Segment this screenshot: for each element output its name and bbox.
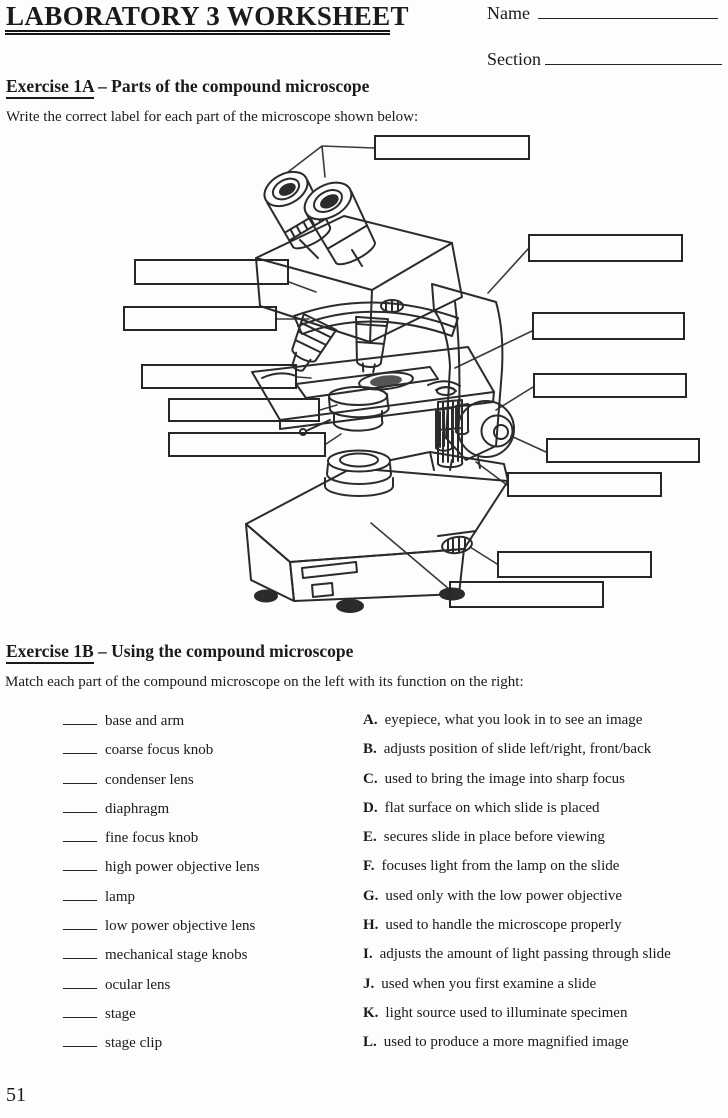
function-letter: D. — [363, 799, 378, 816]
part-label-box[interactable] — [532, 312, 685, 340]
part-label-box[interactable] — [141, 364, 297, 389]
function-text: used when you first examine a slide — [381, 975, 597, 992]
high-power-objective — [352, 317, 388, 373]
match-row — [63, 916, 725, 945]
match-row — [63, 975, 725, 1004]
part-label-box[interactable] — [168, 398, 320, 422]
answer-blank[interactable] — [63, 916, 97, 930]
part-label-box[interactable] — [528, 234, 683, 262]
match-row — [63, 945, 725, 974]
name-field-row — [487, 3, 718, 24]
function-text: eyepiece, what you look in to see an image — [384, 712, 643, 728]
function-letter: A. — [363, 712, 378, 728]
answer-blank[interactable] — [63, 1033, 97, 1047]
function-letter: L. — [363, 1034, 377, 1051]
exercise-1a-instructions: Write the correct label for each part of the microscope shown below: — [6, 109, 419, 125]
name-label: Name — [487, 3, 530, 23]
focus-knobs — [438, 400, 514, 467]
function-text: used to handle the microscope properly — [385, 917, 622, 934]
answer-blank[interactable] — [63, 887, 97, 901]
function-text: adjusts position of slide left/right, front/back — [383, 741, 652, 758]
section-label: Section — [487, 49, 541, 69]
part-label: lamp — [105, 888, 135, 905]
part-label-box[interactable] — [546, 438, 700, 463]
lamp — [325, 451, 393, 497]
part-label: condenser lens — [105, 771, 194, 788]
match-row — [63, 799, 725, 828]
function-letter: F. — [363, 858, 375, 875]
part-label-box[interactable] — [168, 432, 326, 457]
function-letter: K. — [363, 1004, 379, 1021]
part-label: high power objective lens — [105, 859, 260, 876]
matching-exercise — [63, 711, 725, 1063]
function-letter: G. — [363, 887, 379, 904]
match-row — [63, 857, 725, 886]
part-label: mechanical stage knobs — [105, 947, 248, 964]
exercise-1b-heading-underlined: Exercise 1B — [6, 641, 94, 664]
exercise-1a-heading-underlined: Exercise 1A — [6, 76, 94, 99]
function-text: light source used to illuminate specimen — [385, 1004, 628, 1021]
match-row — [63, 828, 725, 857]
function-letter: J. — [363, 975, 375, 992]
part-label: base and arm — [105, 713, 185, 729]
function-text: adjusts the amount of light passing through slide — [379, 946, 671, 963]
match-row — [63, 711, 725, 740]
part-label: low power objective lens — [105, 918, 256, 935]
exercise-1a-heading — [6, 76, 369, 97]
page-title: LABORATORY 3 WORKSHEET — [6, 1, 409, 31]
part-label-box[interactable] — [449, 581, 604, 608]
part-label-box[interactable] — [374, 135, 530, 160]
function-text: used to bring the image into sharp focus — [384, 770, 625, 787]
match-row — [63, 1004, 725, 1033]
name-blank-line[interactable] — [538, 3, 718, 19]
function-text: secures slide in place before viewing — [383, 829, 605, 846]
part-label: stage — [105, 1005, 136, 1022]
part-label: stage clip — [105, 1035, 163, 1052]
title-underline — [5, 30, 390, 35]
function-text: flat surface on which slide is placed — [384, 799, 600, 816]
section-blank-line[interactable] — [545, 49, 722, 65]
match-row — [63, 740, 725, 769]
function-text: used to produce a more magnified image — [383, 1034, 629, 1051]
exercise-1b-heading-rest: – Using the compound microscope — [93, 641, 354, 661]
exercise-1a-heading-rest: – Parts of the compound microscope — [93, 76, 370, 96]
section-field-row — [487, 49, 722, 70]
function-letter: B. — [363, 741, 377, 758]
function-letter: I. — [363, 946, 373, 963]
part-label-box[interactable] — [123, 306, 277, 331]
match-row — [63, 770, 725, 799]
part-label: diaphragm — [105, 800, 170, 817]
function-letter: H. — [363, 917, 379, 934]
function-letter: C. — [363, 770, 378, 787]
answer-blank[interactable] — [63, 857, 97, 871]
part-label-box[interactable] — [134, 259, 289, 285]
exercise-1b-heading — [6, 641, 353, 662]
match-row — [63, 1033, 725, 1062]
part-label: coarse focus knob — [105, 742, 214, 759]
part-label-box[interactable] — [533, 373, 687, 398]
answer-blank[interactable] — [63, 770, 97, 784]
answer-blank[interactable] — [63, 975, 97, 989]
match-row — [63, 887, 725, 916]
function-text: used only with the low power objective — [385, 887, 623, 904]
part-label-box[interactable] — [497, 551, 652, 578]
part-label-box[interactable] — [507, 472, 662, 497]
part-label: fine focus knob — [105, 830, 199, 847]
answer-blank[interactable] — [63, 799, 97, 813]
answer-blank[interactable] — [63, 945, 97, 959]
function-letter: E. — [363, 829, 377, 846]
answer-blank[interactable] — [63, 1004, 97, 1018]
answer-blank[interactable] — [63, 711, 97, 725]
function-text: focuses light from the lamp on the slide — [381, 858, 620, 875]
answer-blank[interactable] — [63, 828, 97, 842]
exercise-1b-instructions: Match each part of the compound microscope on the left with its function on the right: — [5, 674, 524, 690]
part-label: ocular lens — [105, 976, 171, 993]
page-number: 51 — [6, 1084, 26, 1106]
answer-blank[interactable] — [63, 740, 97, 754]
